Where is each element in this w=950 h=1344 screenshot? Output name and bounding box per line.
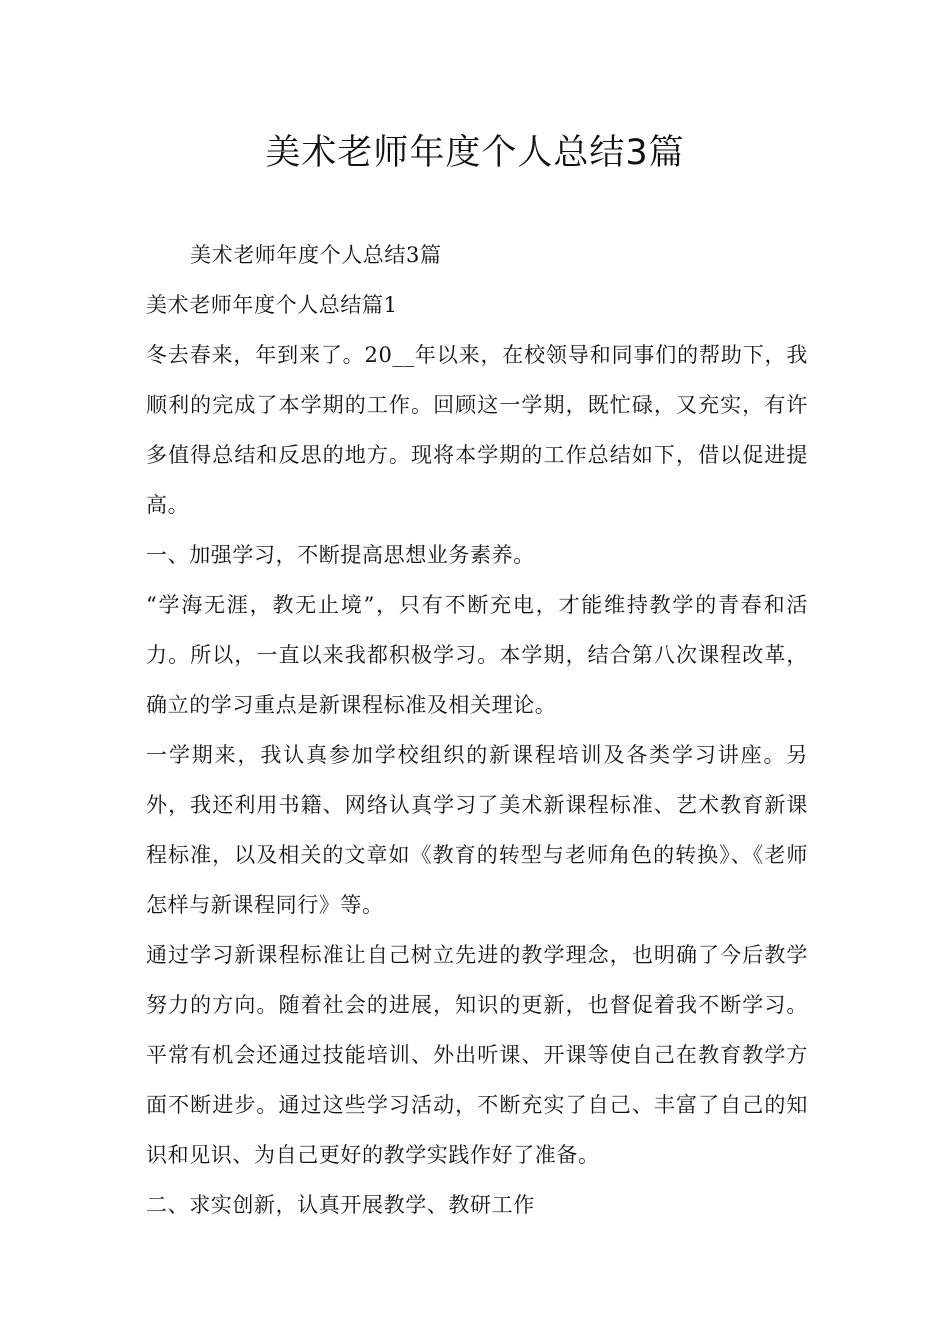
section-heading: 二、求实创新，认真开展教学、教研工作 [146,1193,535,1217]
body-paragraph: 一学期来，我认真参加学校组织的新课程培训及各类学习讲座。另外，我还利用书籍、网络认真学习了美术新课程标准、艺术教育新课程标准，以及相关的文章如《教育的转型与老师角色的转换》、《老师怎样与新课程同行》等。 [146,743,808,917]
document-body [146,230,808,1230]
body-paragraph: “学海无涯，教无止境”，只有不断充电，才能维持教学的青春和活力。所以，一直以来我都积极学习。本学期，结合第八次课程改革，确立的学习重点是新课程标准及相关理论。 [146,593,808,717]
section-heading: 美术老师年度个人总结篇1 [146,293,398,317]
document-title: 美术老师年度个人总结3篇 [265,133,685,173]
subtitle-paragraph: 美术老师年度个人总结3篇 [190,243,442,267]
intro-paragraph: 冬去春来，年到来了。20__年以来，在校领导和同事们的帮助下，我顺利的完成了本学期的工作。回顾这一学期，既忙碌，又充实，有许多值得总结和反思的地方。现将本学期的工作总结如下，借以促进提高。 [146,343,808,517]
section-heading: 一、加强学习，不断提高思想业务素养。 [146,543,535,567]
body-paragraph: 通过学习新课程标准让自己树立先进的教学理念，也明确了今后教学努力的方向。随着社会的进展，知识的更新，也督促着我不断学习。平常有机会还通过技能培训、外出听课、开课等使自己在教育教学方面不断进步。通过这些学习活动，不断充实了自己、丰富了自己的知识和见识、为自己更好的教学实践作好了准备。 [146,943,808,1167]
